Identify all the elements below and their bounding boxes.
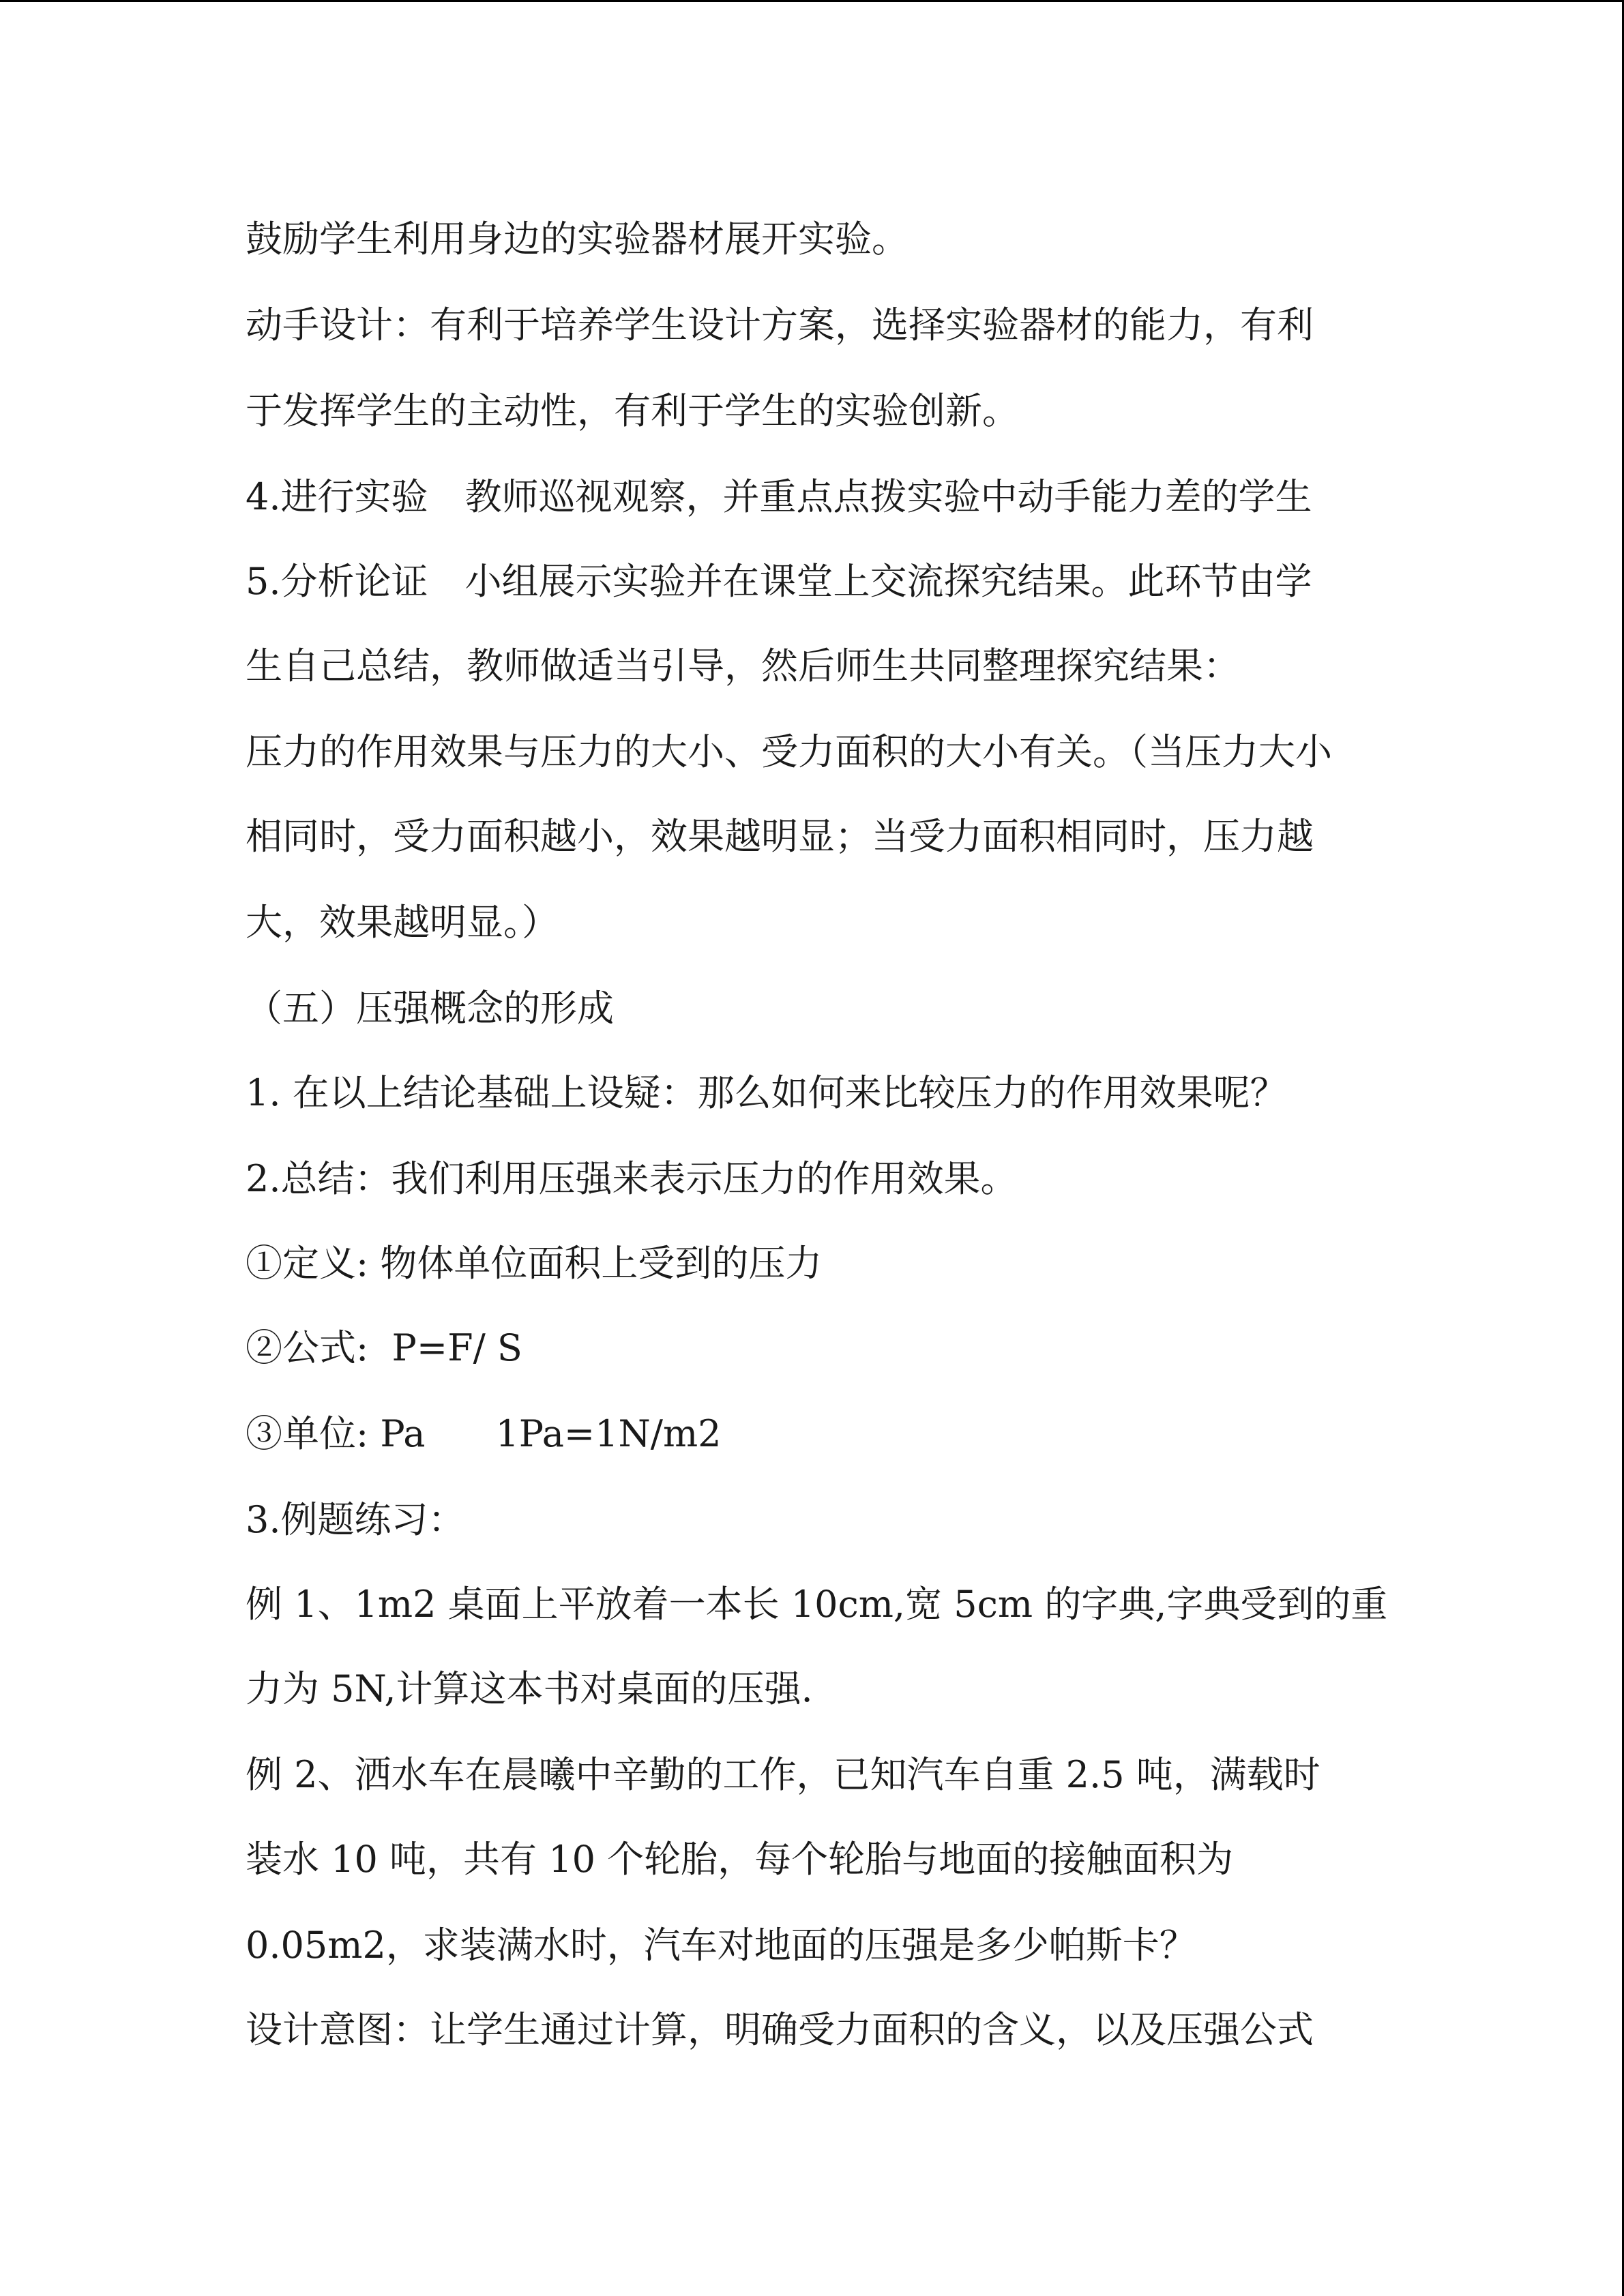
text-line: 3.例题练习： xyxy=(246,1498,465,1541)
text-line: 例 2、洒水车在晨曦中辛勤的工作，已知汽车自重 2.5 吨，满载时 xyxy=(246,1753,1320,1796)
text-line: 大，效果越明显。） xyxy=(246,901,559,944)
text-line: 压力的作用效果与压力的大小、受力面积的大小有关。（当压力大小 xyxy=(246,730,1332,773)
text-line: 2.总结：我们利用压强来表示压力的作用效果。 xyxy=(246,1157,1018,1200)
text-line: 于发挥学生的主动性，有利于学生的实验创新。 xyxy=(246,389,1019,432)
text-line: 5.分析论证 小组展示实验并在课堂上交流探究结果。此环节由学 xyxy=(246,560,1312,603)
text-line: 4.进行实验 教师巡视观察，并重点点拨实验中动手能力差的学生 xyxy=(246,475,1312,518)
text-line: 生自己总结，教师做适当引导，然后师生共同整理探究结果： xyxy=(246,644,1240,687)
text-line: 设计意图：让学生通过计算，明确受力面积的含义，以及压强公式 xyxy=(246,2008,1314,2051)
text-line: 0.05m2，求装满水时，汽车对地面的压强是多少帕斯卡？ xyxy=(246,1924,1196,1967)
text-line: 例 1、1m2 桌面上平放着一本长 10cm,宽 5cm 的字典,字典受到的重 xyxy=(246,1583,1388,1626)
section-heading: （五）压强概念的形成 xyxy=(246,987,614,1030)
text-line: ①定义: 物体单位面积上受到的压力 xyxy=(246,1242,823,1285)
text-line: ②公式: P=F/ S xyxy=(246,1326,522,1369)
text-line: ③单位: Pa 1Pa=1N/m2 xyxy=(246,1412,722,1455)
text-line: 鼓励学生利用身边的实验器材展开实验。 xyxy=(246,218,909,260)
text-line: 动手设计：有利于培养学生设计方案，选择实验器材的能力，有利 xyxy=(246,303,1314,346)
text-line: 装水 10 吨，共有 10 个轮胎，每个轮胎与地面的接触面积为 xyxy=(246,1838,1234,1881)
text-line: 相同时，受力面积越小，效果越明显；当受力面积相同时，压力越 xyxy=(246,815,1314,858)
text-line: 1. 在以上结论基础上设疑：那么如何来比较压力的作用效果呢？ xyxy=(246,1071,1287,1114)
text-line: 力为 5N,计算这本书对桌面的压强. xyxy=(246,1667,813,1710)
